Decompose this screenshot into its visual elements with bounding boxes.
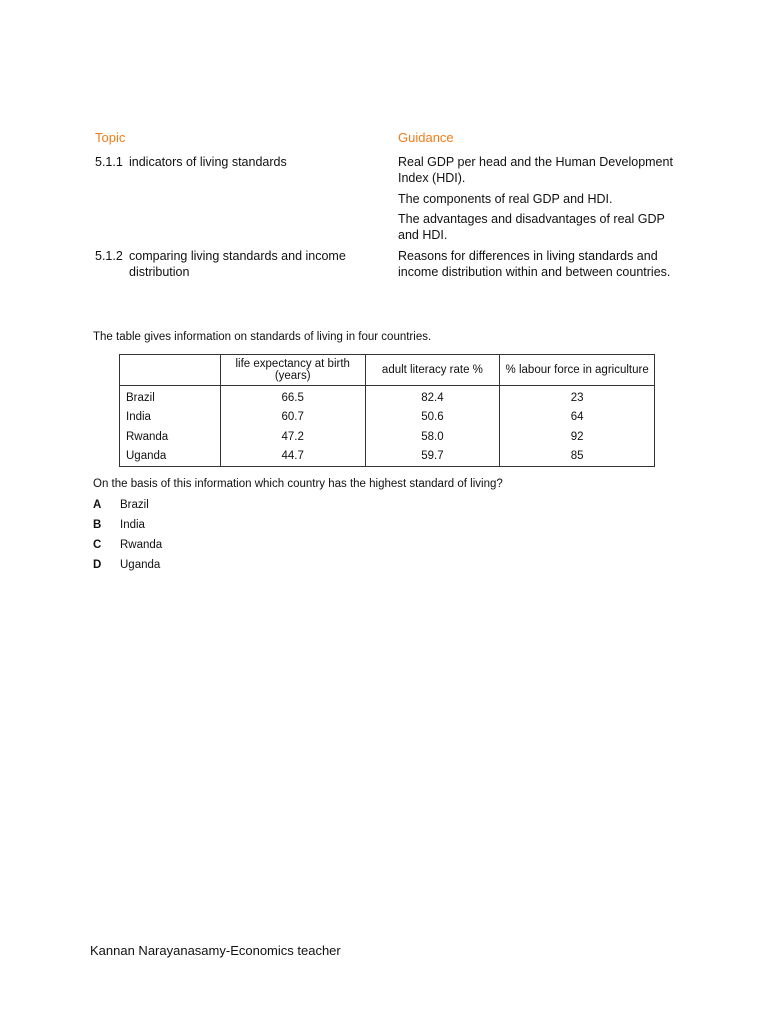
footer-author: Kannan Narayanasamy-Economics teacher — [90, 943, 341, 958]
guidance-item: The advantages and disadvantages of real GDP and HDI. — [398, 212, 665, 242]
table-cell: 64 — [500, 408, 655, 428]
guidance-item: Reasons for differences in living standards and income distribution within and between countries. — [398, 249, 671, 279]
table-cell: 23 — [500, 386, 655, 408]
answer-option — [93, 559, 160, 571]
guidance-item: The components of real GDP and HDI. — [398, 192, 613, 206]
topic-row — [95, 248, 379, 280]
country-cell: Brazil — [120, 386, 221, 408]
answer-option — [93, 539, 162, 551]
topic-number: 5.1.1 — [95, 155, 123, 169]
table-cell: 44.7 — [220, 447, 365, 467]
living-standards-table — [119, 354, 655, 467]
topic-text: comparing living standards and income distribution — [129, 249, 346, 279]
option-letter: D — [93, 559, 102, 571]
option-text: Rwanda — [120, 539, 163, 551]
country-cell: India — [120, 408, 221, 428]
country-cell: Uganda — [120, 447, 221, 467]
table-header: life expectancy at birth (years) — [220, 355, 365, 386]
option-text: Brazil — [120, 499, 149, 511]
table-cell: 59.7 — [365, 447, 500, 467]
table-row — [120, 447, 655, 467]
table-cell: 85 — [500, 447, 655, 467]
table-cell: 60.7 — [220, 408, 365, 428]
option-text: Uganda — [120, 559, 161, 571]
topic-text: indicators of living standards — [129, 155, 287, 169]
answer-option — [93, 499, 149, 511]
question-prompt: On the basis of this information which country has the highest standard of living? — [93, 478, 503, 490]
guidance-heading: Guidance — [398, 130, 454, 145]
country-cell: Rwanda — [120, 427, 221, 447]
table-cell: 58.0 — [365, 427, 500, 447]
table-cell: 50.6 — [365, 408, 500, 428]
table-cell: 47.2 — [220, 427, 365, 447]
table-row — [120, 408, 655, 428]
option-letter: A — [93, 499, 102, 511]
table-cell: 66.5 — [220, 386, 365, 408]
table-header: % labour force in agriculture — [500, 355, 655, 386]
option-text: India — [120, 519, 145, 531]
topic-heading: Topic — [95, 130, 126, 145]
option-letter: C — [93, 539, 102, 551]
table-header — [120, 355, 221, 386]
topic-row — [95, 154, 379, 170]
table-cell: 92 — [500, 427, 655, 447]
table-header: adult literacy rate % — [365, 355, 500, 386]
table-cell: 82.4 — [365, 386, 500, 408]
table-row — [120, 386, 655, 408]
topic-number: 5.1.2 — [95, 249, 123, 263]
table-header-row — [120, 355, 655, 386]
question-intro: The table gives information on standards of living in four countries. — [93, 331, 432, 343]
table-row — [120, 427, 655, 447]
option-letter: B — [93, 519, 102, 531]
answer-option — [93, 519, 145, 531]
guidance-item: Real GDP per head and the Human Development Index (HDI). — [398, 155, 673, 185]
